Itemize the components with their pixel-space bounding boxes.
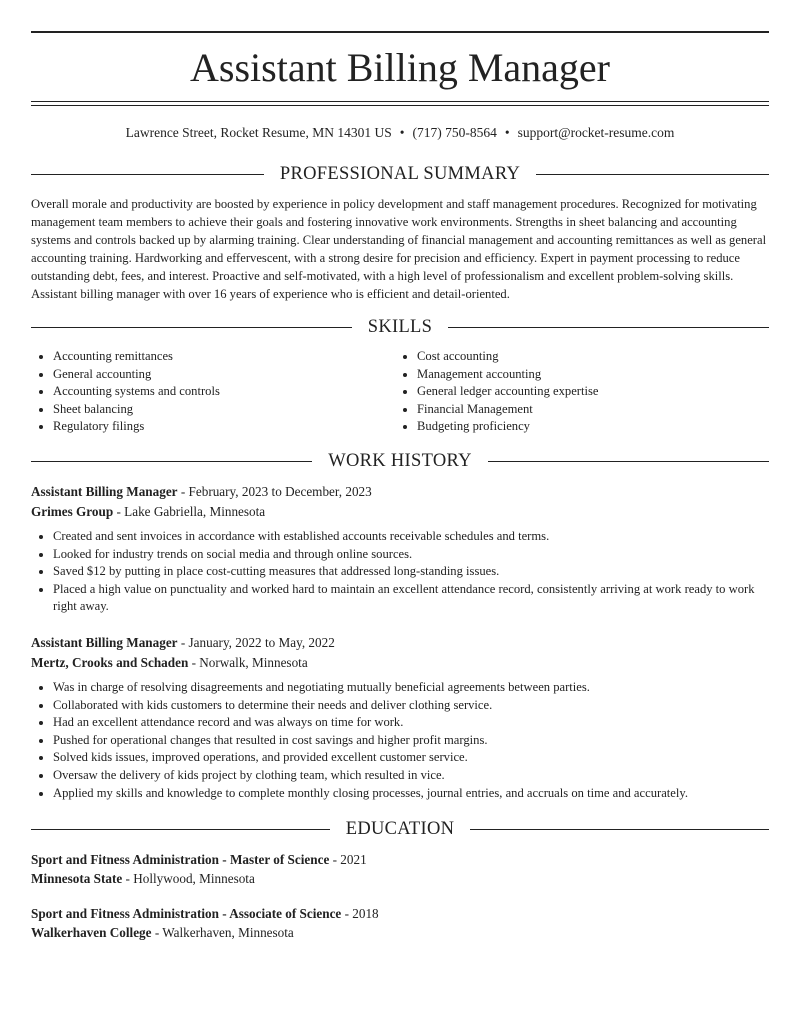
heading-rule xyxy=(31,327,352,328)
address: Lawrence Street, Rocket Resume, MN 14301 US xyxy=(125,125,392,140)
contact-line xyxy=(31,124,769,142)
list-item: • Solved kids issues, improved operations, and provided excellent customer service. xyxy=(53,749,769,767)
list-item: • Collaborated with kids customers to determine their needs and deliver clothing service. xyxy=(53,697,769,715)
list-item: • Created and sent invoices in accordance with established accounts receivable schedules and terms. xyxy=(53,528,769,546)
heading-rule xyxy=(536,174,769,175)
job-dates: - January, 2022 to May, 2022 xyxy=(177,635,335,650)
company-location: - Norwalk, Minnesota xyxy=(188,654,308,670)
list-item: • Oversaw the delivery of kids project by clothing team, which resulted in vice. xyxy=(53,767,769,785)
heading-rule xyxy=(488,461,769,462)
job-title: Assistant Billing Manager xyxy=(31,484,178,499)
skills-column-left xyxy=(31,348,395,436)
section-title: WORK HISTORY xyxy=(328,450,472,471)
school-name: Walkerhaven College xyxy=(31,925,152,940)
degree: Sport and Fitness Administration - Associate of Science xyxy=(31,906,342,921)
title-rule-lower xyxy=(31,105,769,106)
list-item: • Pushed for operational changes that resulted in cost savings and higher profit margins. xyxy=(53,732,769,750)
education-entry xyxy=(31,904,769,942)
section-heading-skills xyxy=(31,315,769,339)
skill-item: • Accounting remittances xyxy=(53,348,395,366)
graduation-year: - 2021 xyxy=(329,852,367,867)
school-name: Minnesota State xyxy=(31,871,123,886)
job-title-line xyxy=(31,633,769,653)
heading-rule xyxy=(31,829,330,830)
section-title: EDUCATION xyxy=(345,818,455,839)
heading-rule xyxy=(448,327,769,328)
company-name: Grimes Group xyxy=(31,503,114,519)
separator-bullet: • xyxy=(504,125,510,140)
company-name: Mertz, Crooks and Schaden xyxy=(31,654,189,670)
list-item: • Applied my skills and knowledge to complete monthly closing processes, journal entries, and accruals on time and accurately. xyxy=(53,785,769,803)
heading-rule xyxy=(31,174,264,175)
school-location: - Hollywood, Minnesota xyxy=(122,871,255,886)
job-title-line xyxy=(31,482,769,502)
job-entry xyxy=(31,482,769,616)
section-heading-education xyxy=(31,817,769,841)
skill-item: • Budgeting proficiency xyxy=(417,418,759,436)
job-bullets xyxy=(31,528,769,616)
title-rule-upper xyxy=(31,101,769,102)
top-rule xyxy=(31,31,769,33)
job-title: Assistant Billing Manager xyxy=(31,635,178,650)
company-location: - Lake Gabriella, Minnesota xyxy=(113,503,266,519)
phone: (717) 750-8564 xyxy=(412,125,497,140)
job-dates: - February, 2023 to December, 2023 xyxy=(177,484,372,499)
summary-text: Overall morale and productivity are boosted by experience in policy development and staff management procedures. Recognized for motivating management team members to achieve their goals and fostering innovative work environments. Strengths in sheet balancing and accounting systems and controls backed up by alarming training. Clear understanding of financial management and accounting remittances as well as general accounting training. Hardworking and effervescent, with a strong desire for precision and efficiency. Expert in payment processing to reduce outstanding debt, fees, and interest. Proactive and self-motivated, with a high level of professionalism and excellent problem-solving skills. Assistant billing manager with over 16 years of experience who is efficient and detail-oriented. xyxy=(31,197,767,301)
skills-column-right xyxy=(395,348,759,436)
education-entry xyxy=(31,850,769,888)
list-item: • Saved $12 by putting in place cost-cutting measures that addressed long-standing issues. xyxy=(53,563,769,581)
skill-item: • Cost accounting xyxy=(417,348,759,366)
section-title: SKILLS xyxy=(367,316,433,337)
job-entry xyxy=(31,633,769,802)
skill-item: • Management accounting xyxy=(417,366,759,384)
school-location: - Walkerhaven, Minnesota xyxy=(151,925,294,940)
degree-line xyxy=(31,850,769,869)
school-line xyxy=(31,869,769,888)
skill-item: • Accounting systems and controls xyxy=(53,383,395,401)
skill-item: • General ledger accounting expertise xyxy=(417,383,759,401)
job-company-line xyxy=(31,653,769,673)
graduation-year: - 2018 xyxy=(341,906,379,921)
email-link[interactable]: support@rocket-resume.com xyxy=(517,125,675,140)
skills-list xyxy=(31,348,769,436)
job-company-line xyxy=(31,502,769,522)
section-title: PROFESSIONAL SUMMARY xyxy=(279,163,521,184)
job-bullets xyxy=(31,679,769,802)
degree: Sport and Fitness Administration - Master of Science xyxy=(31,852,330,867)
heading-rule xyxy=(31,461,312,462)
section-heading-work-history xyxy=(31,449,769,473)
skill-item: • Sheet balancing xyxy=(53,401,395,419)
section-heading-summary xyxy=(31,162,769,186)
list-item: • Had an excellent attendance record and was always on time for work. xyxy=(53,714,769,732)
heading-rule xyxy=(470,829,769,830)
page-title: Assistant Billing Manager xyxy=(190,45,610,90)
list-item: • Placed a high value on punctuality and worked hard to maintain an excellent attendance record, consistently arriving at work ready to work right away. xyxy=(53,581,769,616)
skill-item: • Financial Management xyxy=(417,401,759,419)
list-item: • Looked for industry trends on social media and through online sources. xyxy=(53,546,769,564)
school-line xyxy=(31,923,769,942)
skill-item: • Regulatory filings xyxy=(53,418,395,436)
skill-item: • General accounting xyxy=(53,366,395,384)
degree-line xyxy=(31,904,769,923)
separator-bullet: • xyxy=(399,125,405,140)
list-item: • Was in charge of resolving disagreements and negotiating mutually beneficial agreements between parties. xyxy=(53,679,769,697)
